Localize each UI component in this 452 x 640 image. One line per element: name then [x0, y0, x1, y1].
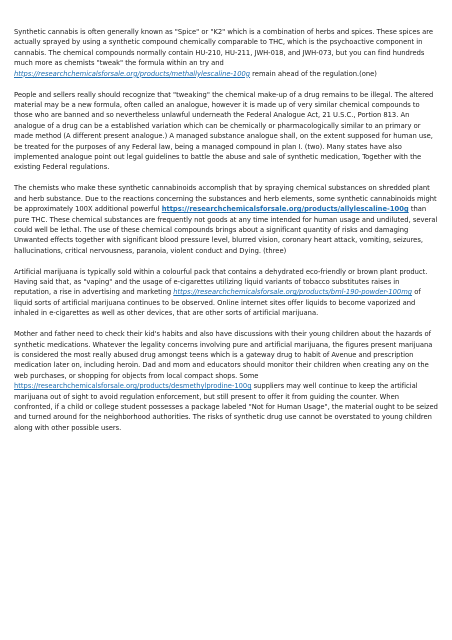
link-bml-190-powder[interactable]: https://researchchemicalsforsale.org/products/bml-190-powder-100mg — [173, 288, 413, 297]
paragraph-3 — [14, 183, 438, 256]
link-allylescaline[interactable]: https://researchchemicalsforsale.org/products/allylescaline-100g — [161, 205, 409, 214]
link-desmethylprodine[interactable]: https://researchchemicalsforsale.org/products/desmethylprodine-100g — [14, 382, 252, 391]
paragraph-text: of liquid sorts of artificial marijuana continues to be observed. Online internet sites offer liquids to become vaporized and inhaled in e-cigarettes as well as other devices, that are other sorts of artificial marijuana. — [14, 288, 421, 318]
paragraph-text: Artificial marijuana is typically sold within a colourful pack that contains a dehydrated eco-friendly or brown plant product. Having said that, as "vaping" and the usage of e-cigarettes utilizing liquid variants of tobacco substitutes raises in reputation, a rise in advertising and marketing — [14, 267, 428, 297]
paragraph-5 — [14, 329, 438, 433]
paragraph-text: People and sellers really should recognize that "tweaking" the chemical make-up of a drug remains to be illegal. The altered material may be a new formula, often called an analogue, however it is made up of very similar chemical compounds to those who are banned and so nevertheless unlawful underneath the Federal Analogue Act, 21 U.S.C., Portion 813. An analogue of a drug can be a established variation which can be chemically or pharmacologically similar to an primary or made method (A different present analogue.) A managed substance analogue shall, on the extent supposed for human use, be treated for the purposes of any Federal law, being a managed compound in plan I. (two). Many states have also implemented analogue point out legal guidelines to battle the abuse and sale of synthetic medication, Together with the existing Federal regulations. — [14, 90, 434, 172]
document-body — [14, 27, 438, 444]
paragraph-2 — [14, 90, 438, 173]
paragraph-text: The chemists who make these synthetic cannabinoids accomplish that by spraying chemical substances on shredded plant and herb substance. Due to the reactions concerning the substances and herb elements, some synthetic cannabinoids might be approximately 100X additional powerful — [14, 184, 437, 214]
paragraph-text: suppliers may well continue to keep the artificial marijuana out of sight to avoid regulation enforcement, but still present to offer it from guiding the counter. When confronted, if a child or college student possesses a package labeled "Not for Human Usage", the material ought to be seized and turned around for the neighborhood authorities. The risks of synthetic drug use cannot be overstated to young children along with other possible users. — [14, 382, 438, 432]
paragraph-text: than pure THC. These chemical substances are frequently not goods at any time intended for human usage and undiluted, several could well be lethal. The use of these chemical compounds brings about a significant quantity of risks and damaging Unwanted effects together with significant blood pressure level, blurred vision, coronary heart attack, vomiting, seizures, hallucinations, critical nervousness, paranoia, violent conduct and Dying. (three) — [14, 205, 438, 255]
paragraph-text: Mother and father need to check their kid's habits and also have discussions with their young children about the hazards of synthetic medications. Whatever the legality concerns involving pure and artificial marijuana, the figures present marijuana is considered the most really abused drug amongst teens which is a gateway drug to habit of Avenue and prescription medication later on, including heroin. Dad and mom and educators should monitor their children when creating any on the web purchases, or shopping for objects from local compact shops. Some — [14, 330, 433, 380]
paragraph-text: remain ahead of the regulation.(one) — [250, 69, 377, 78]
paragraph-text: Synthetic cannabis is often generally known as "Spice" or "K2" which is a combination of herbs and spices. These spices are actually sprayed by using a synthetic compound chemically comparable to THC, which is the psychoactive component in cannabis. The chemical compounds normally contain HU-210, HU-211, JWH-018, and JWH-073, but you can find hundreds much more as chemists "tweak" the formula within an try and — [14, 28, 433, 68]
link-methallylescaline[interactable]: https://researchchemicalsforsale.org/products/methallylescaline-100g — [14, 69, 251, 78]
paragraph-4 — [14, 267, 438, 319]
paragraph-1 — [14, 27, 438, 79]
